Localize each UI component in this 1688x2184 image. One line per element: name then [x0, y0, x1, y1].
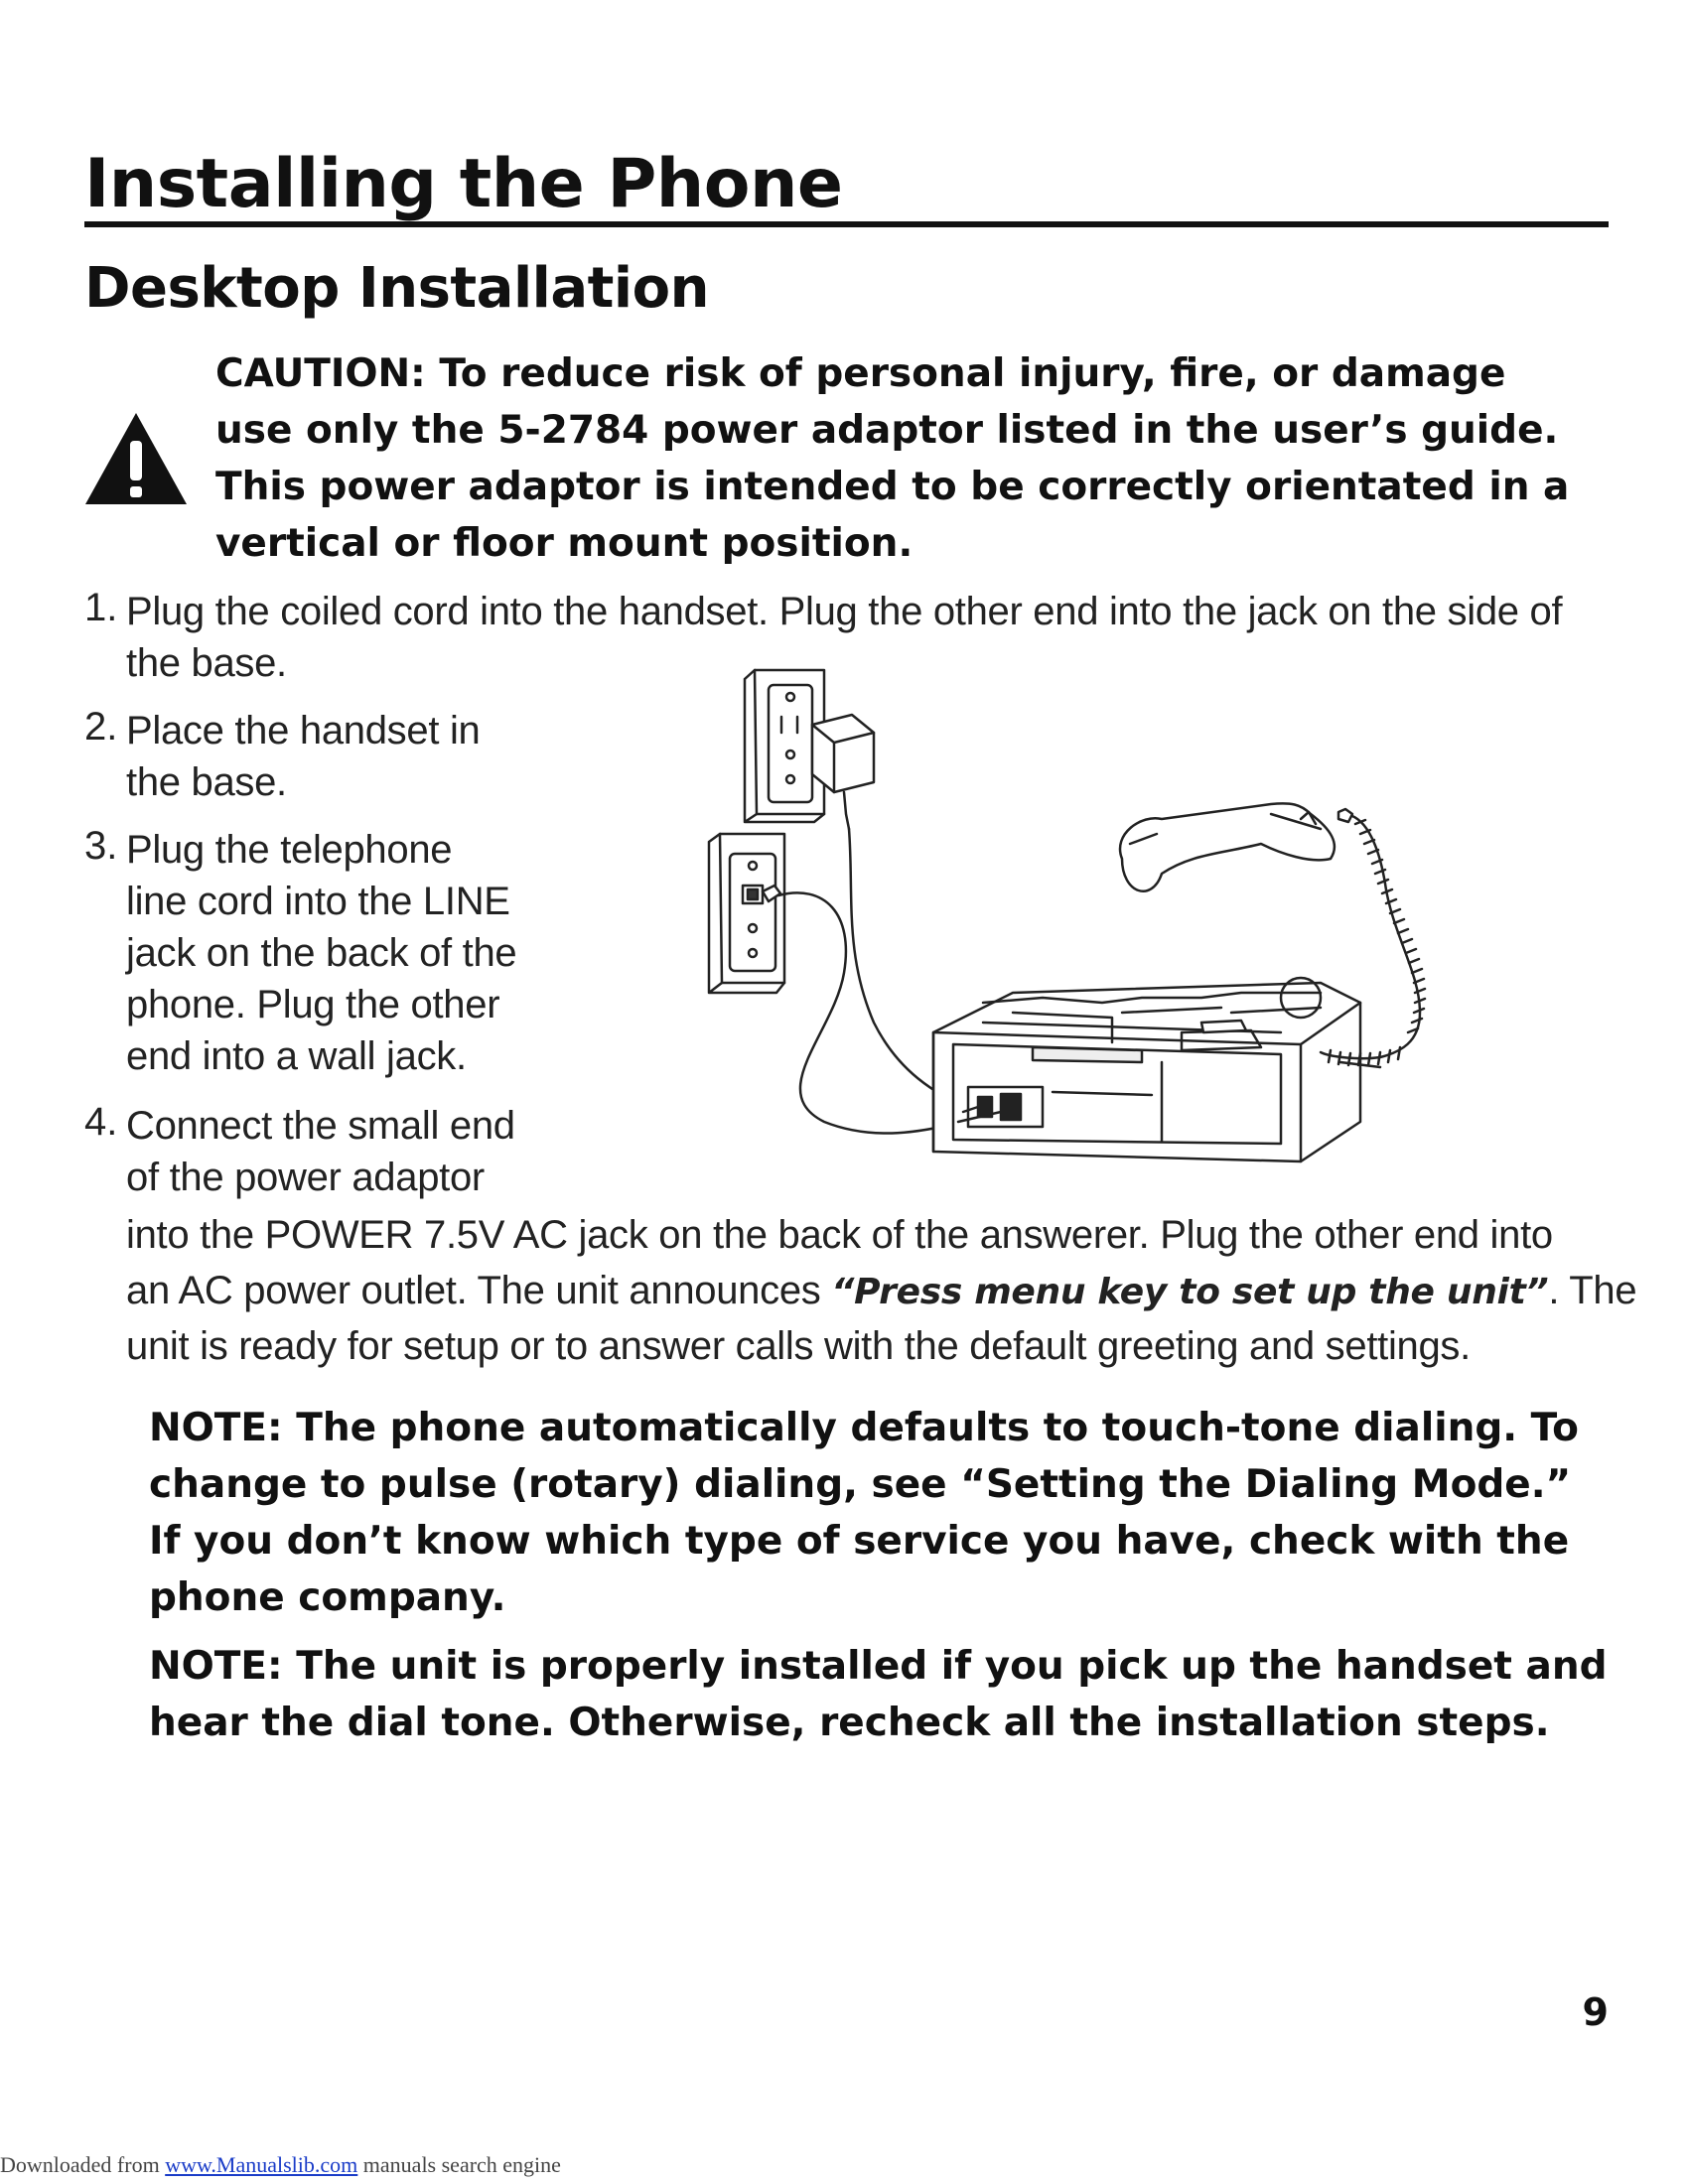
page-number: 9 — [1582, 1990, 1609, 2034]
step-number: 4. — [84, 1100, 118, 1144]
note-installation-check — [149, 1638, 1608, 1751]
note-line: If you don’t know which type of service you have, check with the — [149, 1519, 1570, 1564]
note-line: change to pulse (rotary) dialing, see “Setting the Dialing Mode.” — [149, 1462, 1572, 1507]
phone-installation-illustration — [685, 655, 1638, 1211]
step-4-line: of the power adaptor — [126, 1156, 485, 1199]
step-number: 3. — [84, 824, 118, 868]
manualslib-link[interactable]: www.Manualslib.com — [165, 2152, 358, 2177]
step-4-line: into the POWER 7.5V AC jack on the back of the answerer. Plug the other end into — [126, 1213, 1553, 1257]
footer — [0, 2152, 561, 2178]
step-4-line: unit is ready for setup or to answer calls with the default greeting and settings. — [126, 1324, 1471, 1368]
step-3-line: end into a wall jack. — [126, 1034, 467, 1078]
step-3-line: jack on the back of the — [126, 931, 517, 975]
footer-prefix: Downloaded from — [0, 2152, 166, 2177]
step-4-text: . The — [1548, 1269, 1637, 1312]
step-3-line: Plug the telephone — [126, 828, 453, 872]
caution-line: vertical or floor mount position. — [215, 521, 914, 566]
caution-line: CAUTION: To reduce risk of personal injury, fire, or damage — [215, 351, 1506, 396]
announcement-text: “Press menu key to set up the unit” — [831, 1272, 1549, 1312]
note-line: NOTE: The unit is properly installed if you pick up the handset and — [149, 1644, 1608, 1689]
footer-suffix: manuals search engine — [357, 2152, 561, 2177]
power-adaptor-icon — [812, 715, 874, 829]
warning-triangle-icon — [81, 409, 191, 508]
step-number: 2. — [84, 705, 118, 749]
caution-line: This power adaptor is intended to be correctly orientated in a — [215, 465, 1570, 509]
caution-text — [215, 345, 1570, 572]
wall-jack-icon — [709, 834, 784, 993]
step-number: 1. — [84, 586, 118, 629]
step-3-line: line cord into the LINE — [126, 880, 510, 923]
note-line: phone company. — [149, 1575, 506, 1620]
step-2-line: Place the handset in — [126, 709, 481, 752]
step-3-line: phone. Plug the other — [126, 983, 500, 1026]
note-line: NOTE: The phone automatically defaults to touch-tone dialing. To — [149, 1406, 1579, 1450]
step-1-line: Plug the coiled cord into the handset. Plug the other end into the jack on the side of — [126, 590, 1563, 633]
step-1-line: the base. — [126, 641, 287, 685]
step-2-line: the base. — [126, 760, 287, 804]
phone-base-icon — [933, 978, 1380, 1161]
step-4-line — [126, 1265, 1636, 1318]
note-line: hear the dial tone. Otherwise, recheck all the installation steps. — [149, 1701, 1550, 1745]
step-4-text: an AC power outlet. The unit announces — [126, 1269, 832, 1312]
note-dialing-mode — [149, 1400, 1579, 1626]
handset-icon — [1120, 803, 1335, 890]
section-title: Desktop Installation — [84, 256, 709, 321]
page-title: Installing the Phone — [84, 149, 1609, 227]
step-4-line: Connect the small end — [126, 1104, 515, 1148]
caution-line: use only the 5-2784 power adaptor listed in the user’s guide. — [215, 408, 1559, 453]
